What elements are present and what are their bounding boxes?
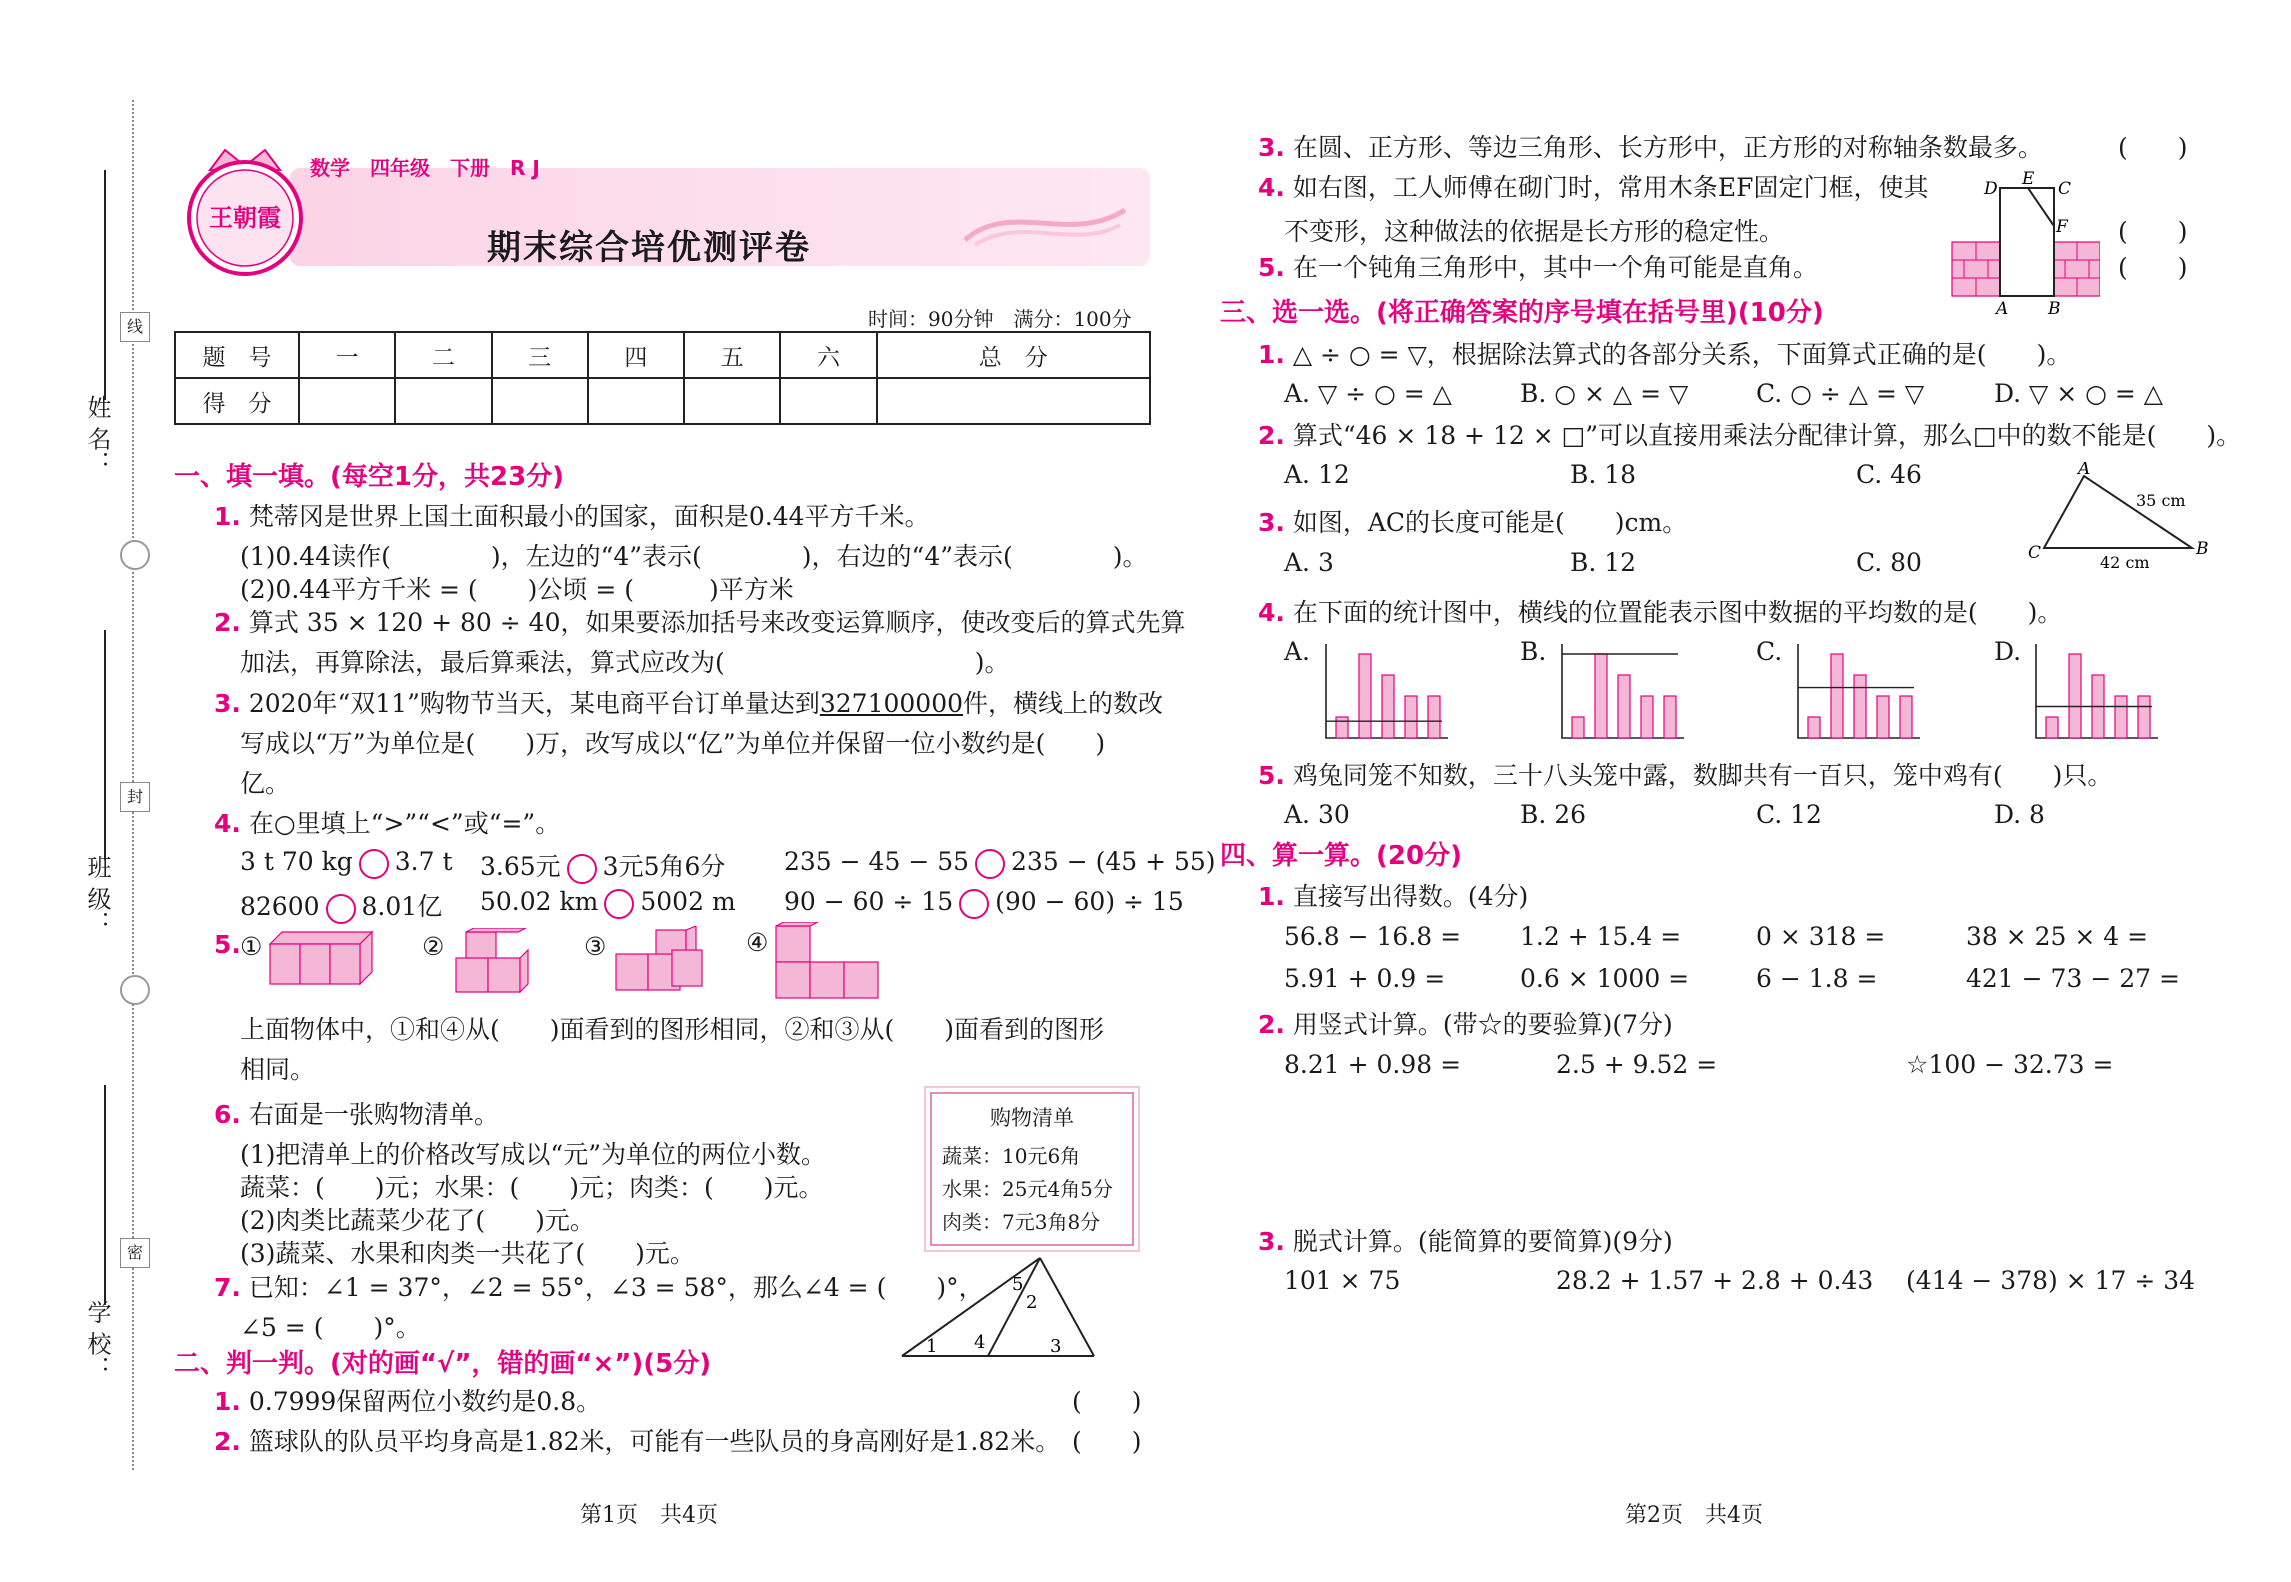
score-header-cell: 总 分	[877, 332, 1150, 378]
judge-bracket[interactable]: ( )	[2118, 217, 2188, 246]
option-a[interactable]: A.	[1284, 637, 1311, 666]
question-1-2-cont: 加法，再算除法，最后算乘法，算式应改为( )。	[240, 648, 1010, 677]
score-input-cell[interactable]	[299, 378, 395, 424]
chart-bar	[1641, 696, 1653, 738]
question-1-3: 3. 2020年“双11”购物节当天，某电商平台订单量达到327100000件，横线上的数改	[214, 689, 1164, 718]
score-table-row	[175, 332, 1150, 378]
score-header-cell: 三	[492, 332, 588, 378]
score-label-cell: 得 分	[175, 378, 299, 424]
question-2-1: 1. 0.7999保留两位小数约是0.8。	[214, 1387, 602, 1416]
question-1-6: 6. 右面是一张购物清单。	[214, 1100, 499, 1129]
chart-bar	[1336, 717, 1348, 738]
question-1-3-cont: 写成以“万”为单位是( )万，改写成以“亿”为单位并保留一位小数约是( )	[240, 729, 1106, 758]
score-input-cell[interactable]	[492, 378, 588, 424]
calc-item: 28.2 + 1.57 + 2.8 + 0.43	[1556, 1266, 1874, 1295]
vertex-label: C	[2058, 179, 2072, 199]
triangle-figure	[2020, 462, 2210, 572]
option-c[interactable]: C. 46	[1856, 460, 1922, 489]
chart-bar	[1900, 696, 1912, 738]
stat-chart-c	[1784, 640, 1924, 746]
chart-bar	[1618, 675, 1630, 738]
option-b[interactable]: B.	[1520, 637, 1547, 666]
question-3-1: 1. △ ÷ ○ = ▽，根据除法算式的各部分关系，下面算式正确的是( )。	[1258, 340, 2072, 369]
option-b[interactable]: B. 12	[1570, 548, 1637, 577]
chart-bar	[1808, 717, 1820, 738]
cube-figure-4	[772, 922, 884, 1002]
calc-item: ☆100 − 32.73 =	[1906, 1050, 2114, 1079]
brand-name: 王朝霞	[209, 203, 281, 232]
chart-bar	[1854, 675, 1866, 738]
question-1-6a: (1)把清单上的价格改写成以“元”为单位的两位小数。	[240, 1140, 826, 1169]
compare-circle-input[interactable]	[959, 889, 989, 919]
judge-bracket[interactable]: ( )	[1072, 1387, 1142, 1416]
school-field[interactable]	[104, 1085, 106, 1305]
question-2-5: 5. 在一个钝角三角形中，其中一个角可能是直角。	[1258, 253, 1818, 282]
binding-seal-feng: 封	[120, 782, 150, 812]
compare-circle-input[interactable]	[359, 849, 389, 879]
calc-item: 421 − 73 − 27 =	[1966, 964, 2180, 993]
shopping-list-item: 肉类：7元3角8分	[942, 1210, 1101, 1234]
question-3-2: 2. 算式“46 × 18 + 12 × □”可以直接用乘法分配律计算，那么□中的数不能是( )。	[1258, 421, 2242, 450]
calc-item: 6 − 1.8 =	[1756, 964, 1878, 993]
question-1-1a: (1)0.44读作( )，左边的“4”表示( )，右边的“4”表示( )。	[240, 542, 1148, 571]
score-header-cell: 二	[395, 332, 491, 378]
option-a[interactable]: A. 12	[1284, 460, 1350, 489]
compare-row-1b: 3.65元 3元5角6分	[480, 847, 725, 884]
banner-swirl-icon	[960, 200, 1130, 250]
chart-bar	[1595, 654, 1607, 738]
vertex-label: D	[1984, 179, 1998, 199]
question-4-2: 2. 用竖式计算。(带☆的要验算)(7分)	[1258, 1010, 1673, 1039]
chart-bar	[1831, 654, 1843, 738]
angle-label: 1	[926, 1336, 938, 1357]
option-d[interactable]: D. 8	[1994, 800, 2045, 829]
vertex-label: E	[2022, 169, 2035, 189]
calc-item: 0 × 318 =	[1756, 922, 1886, 951]
option-c[interactable]: C. 80	[1856, 548, 1922, 577]
calc-item: 1.2 + 15.4 =	[1520, 922, 1682, 951]
chart-bar	[1572, 717, 1584, 738]
question-1-7: 7. 已知：∠1 = 37°，∠2 = 55°，∠3 = 58°，那么∠4 = ( )°，	[214, 1273, 984, 1302]
option-a[interactable]: A. ▽ ÷ ○ = △	[1284, 379, 1452, 408]
side-label: 35 cm	[2136, 491, 2186, 510]
calc-item: 5.91 + 0.9 =	[1284, 964, 1446, 993]
judge-bracket[interactable]: ( )	[2118, 133, 2188, 162]
question-1-7-cont: ∠5 = ( )°。	[240, 1313, 421, 1342]
compare-row-1: 3 t 70 kg 3.7 t	[240, 847, 453, 879]
calc-item: 101 × 75	[1284, 1266, 1401, 1295]
compare-circle-input[interactable]	[604, 889, 634, 919]
binding-seal-mi: 密	[120, 1238, 150, 1268]
shopping-list-item: 水果：25元4角5分	[942, 1177, 1113, 1201]
score-input-cell[interactable]	[877, 378, 1150, 424]
school-label: 学 校：	[83, 1300, 111, 1380]
question-4-1: 1. 直接写出得数。(4分)	[1258, 882, 1529, 911]
score-header-cell: 六	[780, 332, 876, 378]
option-b[interactable]: B. 26	[1520, 800, 1587, 829]
question-1-4: 4. 在○里填上“>”“<”或“=”。	[214, 809, 561, 838]
calc-item: (414 − 378) × 17 ÷ 34	[1906, 1266, 2196, 1295]
angle-label: 5	[1012, 1274, 1024, 1295]
exam-title: 期末综合培优测评卷	[487, 228, 811, 268]
chart-bar	[1359, 654, 1371, 738]
door-frame-figure	[1950, 164, 2100, 314]
compare-circle-input[interactable]	[975, 849, 1005, 879]
question-4-3: 3. 脱式计算。(能简算的要简算)(9分)	[1258, 1227, 1673, 1256]
score-input-cell[interactable]	[684, 378, 780, 424]
compare-row-2b: 50.02 km 5002 m	[480, 887, 736, 919]
chart-bar	[1428, 696, 1440, 738]
question-2-2: 2. 篮球队的队员平均身高是1.82米，可能有一些队员的身高刚好是1.82米。	[214, 1427, 1061, 1456]
chart-bar	[2046, 717, 2058, 738]
cube-label-4: ④	[746, 928, 769, 957]
angle-label: 2	[1026, 1292, 1038, 1313]
question-1-5-cont: 相同。	[240, 1055, 316, 1084]
judge-bracket[interactable]: ( )	[2118, 253, 2188, 282]
stat-chart-a	[1312, 640, 1452, 746]
binding-hole-icon	[120, 975, 150, 1005]
calc-item: 0.6 × 1000 =	[1520, 964, 1690, 993]
compare-circle-input[interactable]	[326, 894, 356, 924]
score-input-cell[interactable]	[780, 378, 876, 424]
subject-line: 数学 四年级 下册 R J	[310, 156, 540, 180]
cube-label-1: ①	[240, 932, 263, 961]
chart-bar	[1877, 696, 1889, 738]
chart-bar	[2069, 654, 2081, 738]
cube-label-2: ②	[422, 932, 445, 961]
question-1-6c: (3)蔬菜、水果和肉类一共花了( )元。	[240, 1239, 695, 1268]
option-b[interactable]: B. ○ × △ = ▽	[1520, 379, 1689, 408]
calc-item: 38 × 25 × 4 =	[1966, 922, 2149, 951]
name-field[interactable]	[104, 170, 106, 400]
compare-circle-input[interactable]	[567, 854, 597, 884]
side-label: 42 cm	[2100, 553, 2150, 572]
score-header-cell: 题 号	[175, 332, 299, 378]
question-2-3: 3. 在圆、正方形、等边三角形、长方形中，正方形的对称轴条数最多。	[1258, 133, 2043, 162]
compare-row-2c: 90 − 60 ÷ 15 (90 − 60) ÷ 15	[784, 887, 1184, 919]
option-c[interactable]: C. 12	[1756, 800, 1822, 829]
chart-bar	[2115, 696, 2127, 738]
stat-chart-b	[1548, 640, 1688, 746]
work-area[interactable]	[1270, 1305, 2170, 1455]
chart-bar	[2138, 696, 2150, 738]
section-2-title: 二、判一判。(对的画“√”，错的画“×”)(5分)	[174, 1349, 712, 1379]
vertex-label: B	[2196, 539, 2209, 559]
cube-figure-2	[452, 928, 532, 998]
angle-label: 4	[974, 1332, 986, 1353]
question-1-6b: (2)肉类比蔬菜少花了( )元。	[240, 1206, 595, 1235]
shopping-list-item: 蔬菜：10元6角	[942, 1144, 1081, 1168]
score-table	[174, 331, 1151, 425]
vertex-label: A	[1996, 299, 2009, 314]
option-b[interactable]: B. 18	[1570, 460, 1637, 489]
section-4-title: 四、算一算。(20分)	[1220, 841, 1462, 871]
compare-row-2: 82600 8.01亿	[240, 887, 442, 924]
question-1-5-text: 上面物体中，①和④从( )面看到的图形相同，②和③从( )面看到的图形	[240, 1015, 1105, 1044]
section-3-title: 三、选一选。(将正确答案的序号填在括号里)(10分)	[1220, 298, 1824, 328]
page-number: 第1页 共4页	[580, 1503, 718, 1528]
option-d[interactable]: D. ▽ × ○ = △	[1994, 379, 2163, 408]
chart-bar	[1382, 675, 1394, 738]
question-1-3-cont2: 亿。	[240, 769, 291, 798]
binding-hole-icon	[120, 540, 150, 570]
vertex-label: F	[2056, 217, 2068, 237]
cube-figure-3	[612, 926, 712, 996]
work-area[interactable]	[1270, 1090, 2170, 1210]
page-number: 第2页 共4页	[1625, 1503, 1763, 1528]
class-label: 班 级：	[83, 855, 111, 935]
score-input-cell[interactable]	[588, 378, 684, 424]
question-2-4: 4. 如右图，工人师傅在砌门时，常用木条EF固定门框，使其	[1258, 173, 1929, 202]
section-1-title: 一、填一填。(每空1分，共23分)	[174, 462, 565, 492]
judge-bracket[interactable]: ( )	[1072, 1427, 1142, 1456]
option-c[interactable]: C. ○ ÷ △ = ▽	[1756, 379, 1925, 408]
binding-seal-xian: 线	[120, 312, 150, 342]
calc-item: 56.8 − 16.8 =	[1284, 922, 1462, 951]
vertex-label: B	[2048, 299, 2061, 314]
angle-figure	[898, 1252, 1098, 1364]
chart-bar	[1664, 696, 1676, 738]
chart-bar	[1405, 696, 1417, 738]
cube-figure-1	[268, 928, 378, 988]
name-label: 姓 名：	[83, 395, 111, 475]
brand-logo-icon	[170, 138, 320, 278]
shopping-list-card	[930, 1092, 1134, 1246]
question-3-4: 4. 在下面的统计图中，横线的位置能表示图中数据的平均数的是( )。	[1258, 598, 2063, 627]
question-1-1b: (2)0.44平方千米 = ( )公顷 = ( )平方米	[240, 575, 794, 604]
question-1-2: 2. 算式 35 × 120 + 80 ÷ 40，如果要添加括号来改变运算顺序，使改变后的算式先算	[214, 608, 1186, 637]
score-header-cell: 五	[684, 332, 780, 378]
calc-item: 2.5 + 9.52 =	[1556, 1050, 1718, 1079]
option-a[interactable]: A. 30	[1284, 800, 1350, 829]
cube-label-3: ③	[584, 932, 607, 961]
vertex-label: C	[2028, 543, 2042, 563]
vertex-label: A	[2078, 462, 2091, 479]
stat-chart-d	[2022, 640, 2162, 746]
class-field[interactable]	[104, 630, 106, 860]
question-1-1: 1. 梵蒂冈是世界上国土面积最小的国家，面积是0.44平方千米。	[214, 502, 930, 531]
question-3-3: 3. 如图，AC的长度可能是( )cm。	[1258, 508, 1688, 537]
option-c[interactable]: C.	[1756, 637, 1783, 666]
question-3-5: 5. 鸡兔同笼不知数，三十八头笼中露，数脚共有一百只，笼中鸡有( )只。	[1258, 761, 2113, 790]
option-d[interactable]: D.	[1994, 637, 2022, 666]
score-header-cell: 四	[588, 332, 684, 378]
score-header-cell: 一	[299, 332, 395, 378]
score-table-row	[175, 378, 1150, 424]
calc-item: 8.21 + 0.98 =	[1284, 1050, 1462, 1079]
question-1-5-number: 5.	[214, 930, 241, 959]
time-info: 时间：90分钟 满分：100分	[868, 307, 1132, 331]
option-a[interactable]: A. 3	[1284, 548, 1334, 577]
shopping-list-title: 购物清单	[990, 1106, 1074, 1130]
score-input-cell[interactable]	[395, 378, 491, 424]
question-1-6a2: 蔬菜：( )元；水果：( )元；肉类：( )元。	[240, 1173, 824, 1202]
angle-label: 3	[1050, 1336, 1062, 1357]
question-2-4-cont: 不变形，这种做法的依据是长方形的稳定性。	[1284, 217, 1785, 246]
compare-row-1c: 235 − 45 − 55 235 − (45 + 55)	[784, 847, 1216, 879]
